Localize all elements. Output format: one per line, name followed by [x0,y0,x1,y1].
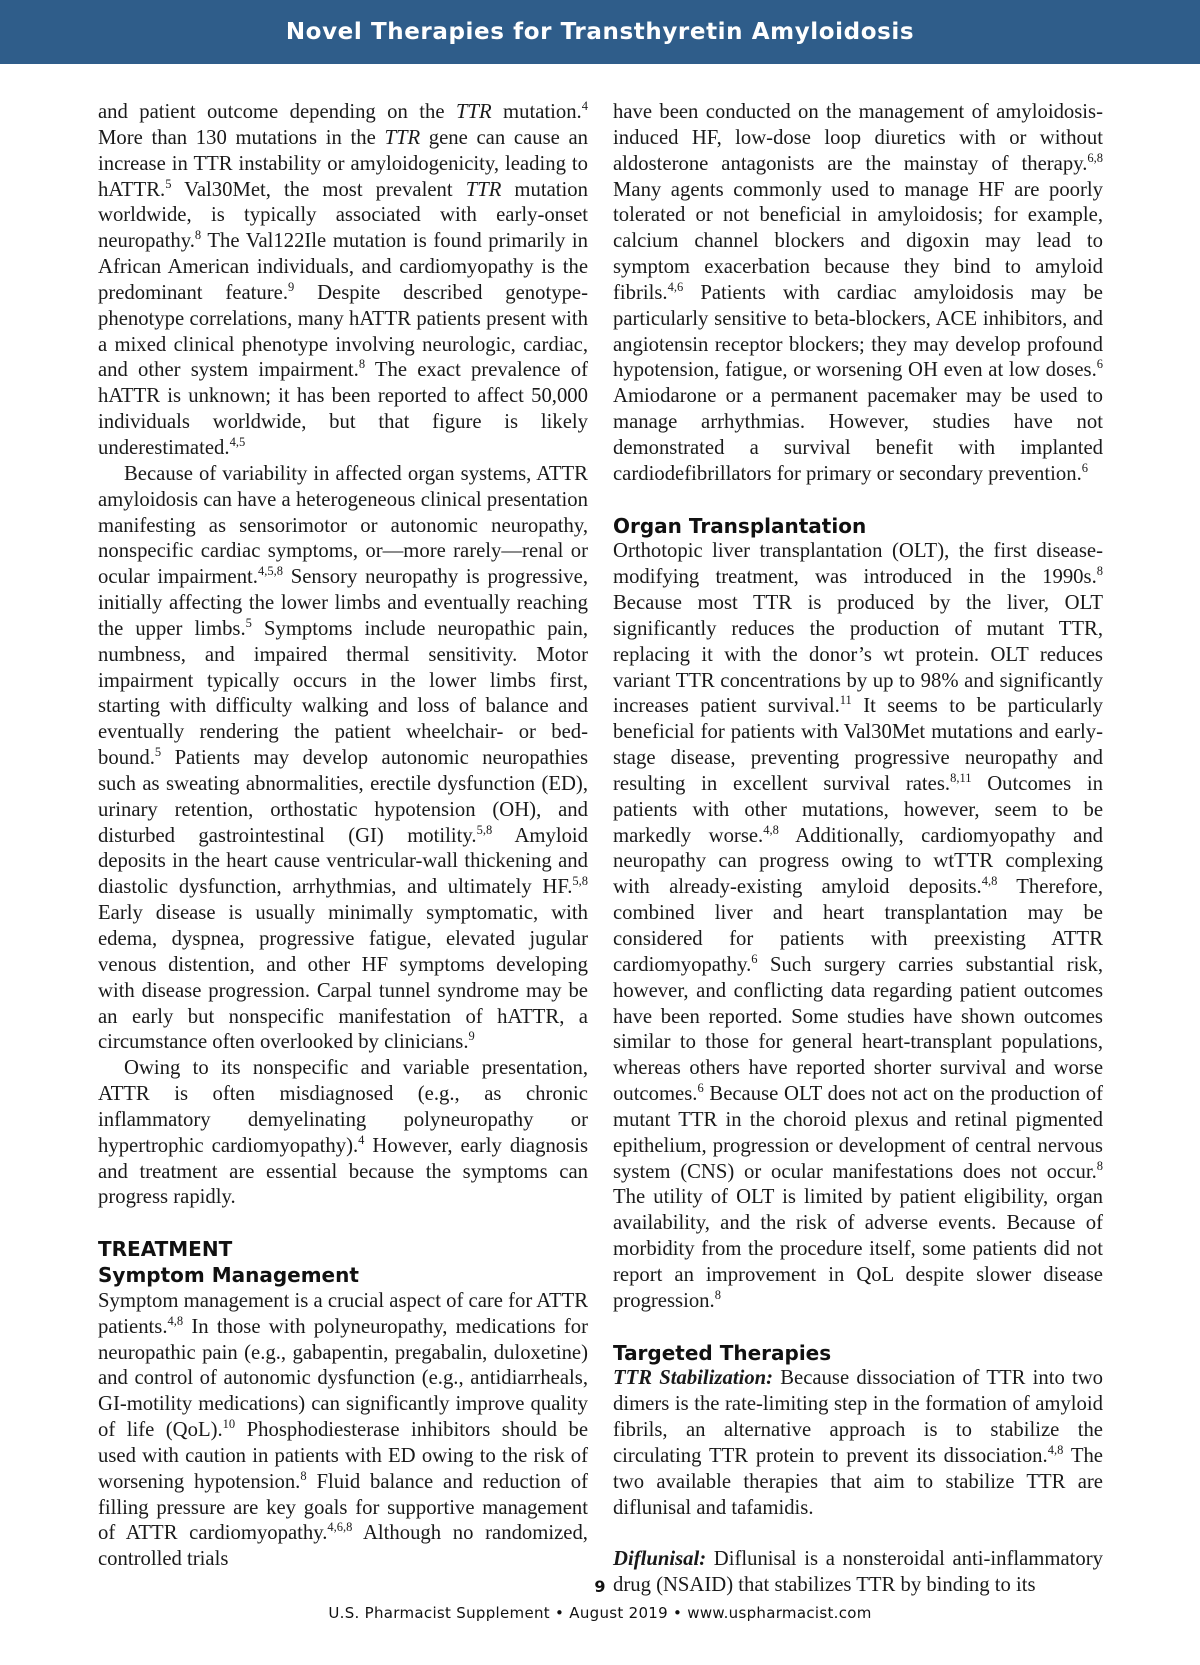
citation-reference: 9 [288,279,295,294]
citation-reference: 4 [581,99,588,113]
citation-reference: 5 [154,745,162,760]
publication-footer: U.S. Pharmacist Supplement • August 2019 • www.uspharmacist.com [328,1604,872,1622]
citation-reference: 5 [245,615,252,630]
run-in-heading: TTR Stabilization: [613,1367,774,1390]
citation-reference: 6,8 [1087,150,1103,165]
citation-reference: 5 [165,176,172,191]
gene-name: TTR [384,126,421,149]
running-header-title: Novel Therapies for Transthyretin Amyloidosis [285,19,915,45]
paragraph: have been conducted on the management of amyloidosis-induced HF, low-dose loop diuretics with or without aldosterone antagonists are the mainstay of therapy.$^{6,8}$ Many agents commonly used to manage HF are poorly tolerated or not beneficial in amyloidosis; for example, calcium channel blockers and digoxin may lead to symptom exacerbation because they bind to amyloid fibrils.$^{4,6}$ Patients with cardiac amyloidosis may be particularly sensitive to beta-blockers, ACE inhibitors, and angiotensin receptor blockers; they may develop profound hypotension, fatigue, or worsening OH even at low doses.$^6$ Amiodarone or a permanent pacemaker may be used to manage arrhythmias. However, studies have not demonstrated a survival benefit with implanted cardiodefibrillators for primary or secondary prevention.$^6$ [613,101,1103,485]
gene-name: TTR [455,101,492,123]
citation-reference: 8 [1096,564,1103,579]
paragraph-body: Because dissociation of TTR into two dimers is the rate-limiting step in the formation of amyloid fibrils, an alternative approach is to stabilize the circulating TTR protein to prevent its dissociation.$^{4,8}$ The two available therapies that aim to stabilize TTR are diflunisal and tafamidis. [613,1367,1103,1519]
citation-reference: 4,8 [167,1313,184,1328]
citation-reference: 4,8 [763,822,779,837]
citation-reference: 8 [358,357,366,372]
section-heading-treatment: TREATMENT [98,1237,233,1262]
run-in-heading: Diflunisal: [613,1548,707,1571]
left-column [98,100,588,1573]
citation-reference: 6 [751,951,758,966]
citation-reference: 6 [1081,460,1088,475]
citation-reference: 8 [1096,1158,1103,1173]
citation-reference: 8 [714,1287,721,1302]
page-number: 9 [594,1577,606,1596]
paragraph: Because of variability in affected organ systems, ATTR amyloidosis can have a heterogeneous clinical presentation manifesting as sensorimotor or autonomic neuropathy, nonspecific cardiac symptoms, or—more rarely—renal or ocular impairment.$^{4,5,8}$ Sensory neuropathy is progressive, initially affecting the lower limbs and eventually reaching the upper limbs.$^5$ Symptoms include neuropathic pain, numbness, and impaired thermal sensitivity. Motor impairment typically occurs in the lower limbs first, starting with difficulty walking and loss of balance and eventually rendering the patient wheelchair- or bed-bound.$^5$ Patients may develop autonomic neuropathies such as sweating abnormalities, erectile dysfunction (ED), urinary retention, orthostatic hypotension (OH), and disturbed gastrointestinal (GI) motility.$^{5,8}$ Amyloid deposits in the heart cause ventricular-wall thickening and diastolic dysfunction, arrhythmias, and ultimately HF.$^{5,8}$ Early disease is usually minimally symptomatic, with edema, dyspnea, progressive fatigue, elevated jugular venous distention, and other HF symptoms developing with disease progression. Carpal tunnel syndrome may be an early but nonspecific manifestation of hATTR, a circumstance often overlooked by clinicians.$^9$ [98,462,589,1054]
citation-reference: 4,5 [229,434,246,449]
subsection-heading-organ-transplantation: Organ Transplantation [613,513,867,538]
citation-reference: 4,6 [667,279,684,294]
paragraph [613,1366,1103,1521]
paragraph: Symptom management is a crucial aspect of care for ATTR patients.$^{4,8}$ In those with polyneuropathy, medications for neuropathic pain (e.g., gabapentin, pregabalin, duloxetine) and control of autonomic dysfunction (e.g., antidiarrheals, GI-motility medications) can significantly improve quality of life (QoL).$^{10}$ Phosphodiesterase inhibitors should be used with caution in patients with ED owing to the risk of worsening hypotension.$^8$ Fluid balance and reduction of filling pressure are key goals for supportive management of ATTR cardiomyopathy.$^{4,6,8}$ Although no randomized, controlled trials [98,1289,589,1571]
subsection-heading-targeted-therapies: Targeted Therapies [613,1340,832,1365]
paragraph: Owing to its nonspecific and variable presentation, ATTR is often misdiagnosed (e.g., as chronic inflammatory demyelinating polyneuropathy or hypertrophic cardiomyopathy).$^4$ However, early diagnosis and treatment are essential because the symptoms can progress rapidly. [98,1057,588,1209]
citation-reference: 4,6,8 [327,1520,353,1535]
gene-name: TTR [465,178,502,201]
citation-reference: 8 [194,228,202,243]
citation-reference: 11 [839,693,852,708]
citation-reference: 10 [222,1417,236,1432]
paragraph-body: Diflunisal is a nonsteroidal anti-inflammatory drug (NSAID) that stabilizes TTR by binding to its [613,1548,1103,1597]
citation-reference: 9 [468,1029,475,1044]
citation-reference: 4 [358,1132,365,1147]
citation-reference: 5,8 [572,874,588,889]
paragraph: and patient outcome depending on the TTR mutation.$^4$ More than 130 mutations in the TTR gene can cause an increase in TTR instability or amyloidogenicity, leading to hATTR.$^5$ Val30Met, the most prevalent TTR mutation worldwide, is typically associated with early-onset neuropathy.$^8$ The Val122Ile mutation is found primarily in African American individuals, and cardiomyopathy is the predominant feature.$^9$ Despite described genotype-phenotype correlations, many hATTR patients present with a mixed clinical phenotype involving neurologic, cardiac, and other system impairment.$^8$ The exact prevalence of hATTR is unknown; it has been reported to affect 50,000 individuals worldwide, but that figure is likely underestimated.$^{4,5}$ [98,99,588,459]
citation-reference: 4,8 [981,874,998,889]
citation-reference: 4,5,8 [257,564,283,579]
citation-reference: 6 [1096,357,1103,372]
paragraph: Orthotopic liver transplantation (OLT), the first disease-modifying treatment, was introduced in the 1990s.$^8$ Because most TTR is produced by the liver, OLT significantly reduces the production of mutant TTR, replacing it with the donor’s wt protein. OLT reduces variant TTR concentrations by up to 98% and significantly increases patient survival.$^{11}$ It seems to be particularly beneficial for patients with Val30Met mutations and early-stage disease, preventing progressive neuropathy and resulting in excellent survival rates.$^{8,11}$ Outcomes in patients with other mutations, however, seem to be markedly worse.$^{4,8}$ Additionally, cardiomyopathy and neuropathy can progress owing to wtTTR complexing with already-existing amyloid deposits.$^{4,8}$ Therefore, combined liver and heart transplantation may be considered for patients with preexisting ATTR cardiomyopathy.$^6$ Such surgery carries substantial risk, however, and conflicting data regarding patient outcomes have been reported. Some studies have shown outcomes similar to those for general heart-transplant populations, whereas others have reported shorter survival and worse outcomes.$^6$ Because OLT does not act on the production of mutant TTR in the choroid plexus and retinal pigmented epithelium, progression or development of central nervous system (CNS) or ocular manifestations does not occur.$^8$ The utility of OLT is limited by patient eligibility, organ availability, and the risk of adverse events. Because of morbidity from the procedure itself, some patients did not report an improvement in QoL despite slower disease progression.$^8$ [613,540,1104,1312]
citation-reference: 6 [697,1081,704,1096]
running-header [0,0,1200,64]
citation-reference: 8 [300,1468,307,1483]
citation-reference: 4,8 [1047,1442,1064,1457]
citation-reference: 5,8 [476,822,493,837]
right-column [613,100,1103,1599]
subsection-heading-symptom-management: Symptom Management [98,1262,359,1287]
citation-reference: 8,11 [950,770,972,785]
